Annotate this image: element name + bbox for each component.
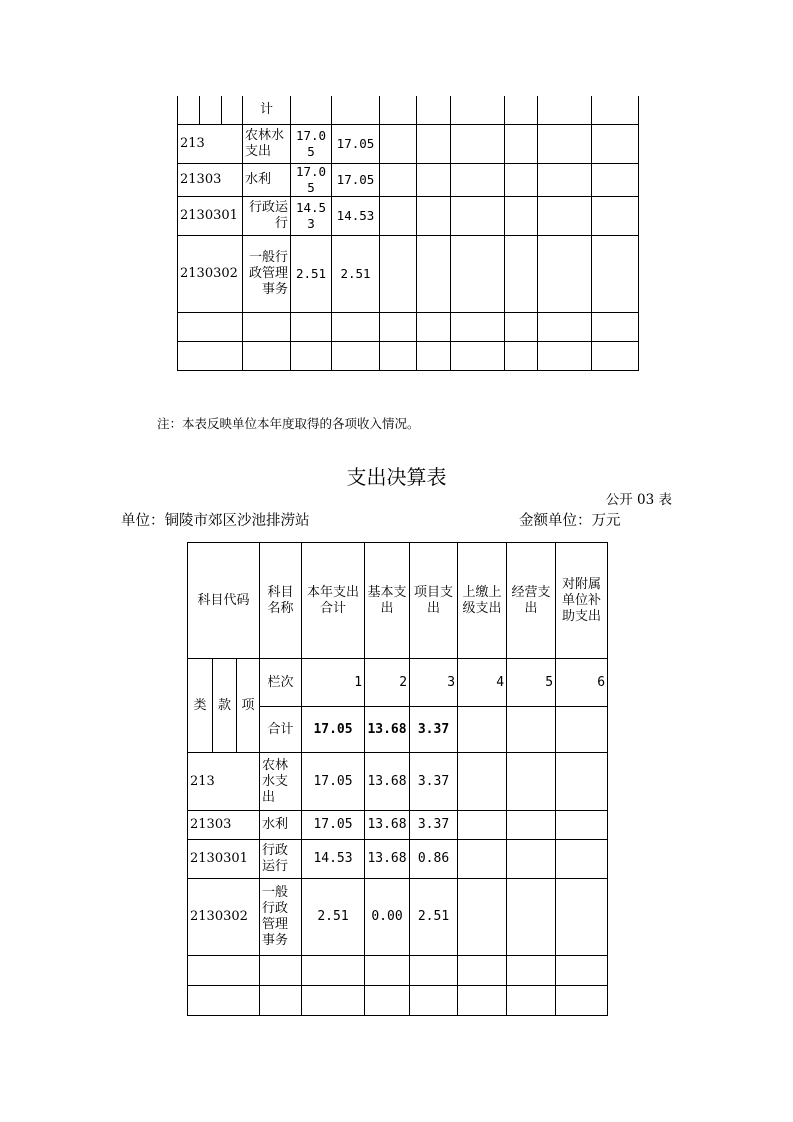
income-table-continued [177, 96, 639, 371]
table-row: 2130301 行政运行 14.53 13.68 0.86 [188, 840, 608, 879]
table-row: 2130302 一般行政管理事务 2.51 2.51 [178, 235, 639, 312]
unit-label: 单位：铜陵市郊区沙池排涝站 [121, 513, 310, 529]
total-row: 合计 17.05 13.68 3.37 [188, 707, 608, 753]
header-subsidy: 对附属单位补助支出 [556, 543, 608, 659]
header-code: 科目代码 [188, 543, 260, 659]
money-unit-label: 金额单位：万元 [519, 513, 621, 529]
header-project: 项目支出 [410, 543, 458, 659]
table-row: 2130302 一般行政管理事务 2.51 0.00 2.51 [188, 879, 608, 956]
table-row [188, 956, 608, 986]
table-row [178, 341, 639, 370]
header-business: 经营支出 [507, 543, 556, 659]
table-row: 21303 水利 17.05 13.68 3.37 [188, 811, 608, 840]
header-xiang: 项 [237, 659, 260, 753]
page-title: 支出决算表 [346, 465, 447, 489]
table-row: 213 农林水支出 17.05 13.68 3.37 [188, 753, 608, 811]
table-row: 2130301 行政运行 14.53 14.53 [178, 196, 639, 235]
header-kuan: 款 [213, 659, 237, 753]
table-row [178, 312, 639, 341]
code-cell: 213 [178, 124, 243, 163]
name-cell: 农林水支出 [243, 124, 291, 163]
header-name: 科目名称 [260, 543, 302, 659]
header-upper: 上缴上级支出 [458, 543, 507, 659]
table-row: 21303 水利 17.05 17.05 [178, 163, 639, 196]
header-tail: 计 [243, 96, 291, 124]
header-basic: 基本支出 [365, 543, 410, 659]
table-row: 213 农林水支出 17.05 17.05 [178, 124, 639, 163]
table-row [188, 986, 608, 1016]
header-lanci: 栏次 [260, 659, 302, 707]
header-total: 本年支出合计 [302, 543, 365, 659]
header-row [188, 543, 608, 659]
table-note: 注：本表反映单位本年度取得的各项收入情况。 [157, 416, 420, 431]
column-number-row: 类 款 项 栏次 1 2 3 4 5 6 [188, 659, 608, 707]
expense-table [187, 542, 608, 1016]
header-lei: 类 [188, 659, 213, 753]
table-row [178, 96, 639, 124]
form-number: 公开 03 表 [605, 492, 672, 508]
total-label: 合计 [260, 707, 302, 753]
